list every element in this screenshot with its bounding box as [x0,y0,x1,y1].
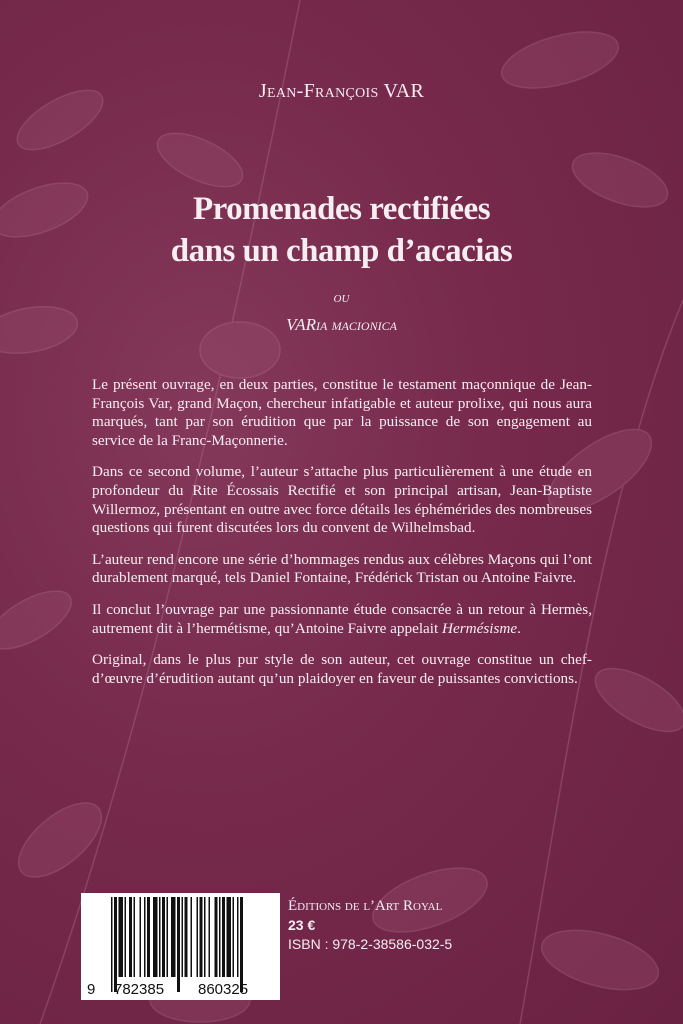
barcode-group-2: 860325 [198,981,249,998]
barcode-bar [119,897,124,977]
barcode-bar [153,897,158,977]
barcode-bar [129,897,132,977]
barcode-bar [200,897,203,977]
isbn: ISBN : 978-2-38586-032-5 [288,936,453,952]
barcode-bar [167,897,169,977]
title-connector: ou [333,290,350,306]
price: 23 € [288,917,316,933]
barcode-bar [227,897,232,977]
barcode-bar [125,897,127,977]
blurb-paragraph [92,601,592,638]
barcode-bar [144,897,146,977]
barcode-bar [114,897,117,992]
barcode-bar [177,897,180,992]
publisher: Éditions de l’Art Royal [288,898,443,914]
title-line-2: dans un champ d’acacias [170,233,513,269]
barcode-bar [237,897,239,977]
subtitle-var: VAR [286,315,316,334]
blurb-paragraph: Dans ce second volume, l’auteur s’attache plus particulièrement à une étude en profondeur du Rite Écossais Rectifié et son principal artisan, Jean-Baptiste Willermoz, présentant en outre avec force détails les éphémérides des nombreuses questions qui furent discutées lors du convent de Wilhelmsbad. [92,463,592,537]
barcode-bar [197,897,199,977]
barcode-bar [233,897,235,977]
barcode-lead-digit: 9 [87,981,96,998]
blurb-italic: Hermésisme [442,619,518,637]
barcode-group-1: 782385 [114,981,165,998]
barcode-bar [215,897,218,977]
barcode-bar [111,897,113,992]
barcode-bar [219,897,221,977]
barcode-bar [185,897,188,977]
barcode-bar [147,897,150,977]
barcode-bar [191,897,193,977]
book-title [0,188,683,272]
barcode-bar [182,897,184,977]
subtitle [0,315,683,335]
barcode-bar [171,897,176,977]
barcode-bar [222,897,225,977]
isbn-barcode [81,893,280,1000]
barcode-bar [134,897,136,977]
blurb-paragraph: Le présent ouvrage, en deux parties, constitue le testament maçonnique de Jean-François Var, grand Maçon, chercheur infatigable et auteur prolixe, qui nous aura marqués, tant par son érudition que par la puissance de son engagement au service de la Franc-Maçonnerie. [92,376,592,449]
subtitle-rest: ia macionica [316,315,397,334]
barcode-bar [162,897,165,977]
blurb-paragraph: Original, dans le plus pur style de son auteur, cet ouvrage constitue un chef-d’œuvre d’érudition autant qu’un plaidoyer en faveur de puissantes convictions. [92,651,592,687]
barcode-bar [140,897,142,977]
barcode-bar [209,897,211,977]
blurb-text: . [517,619,521,637]
barcode-bar [240,897,243,992]
blurb-paragraph: L’auteur rend encore une série d’hommages rendus aux célèbres Maçons qui l’ont durablement marqué, tels Daniel Fontaine, Frédérick Tristan ou Antoine Faivre. [92,550,592,587]
title-line-1: Promenades rectifiées [192,191,491,227]
barcode-bar [204,897,206,977]
blurb-text: Il conclut l’ouvrage par une passionnante étude consacrée à un retour à Hermès, autrement dit à l’hermétisme, qu’Antoine Faivre appelait [92,600,592,637]
author-name: Jean-François VAR [258,80,425,102]
barcode-bar [159,897,161,977]
blurb [92,376,592,701]
